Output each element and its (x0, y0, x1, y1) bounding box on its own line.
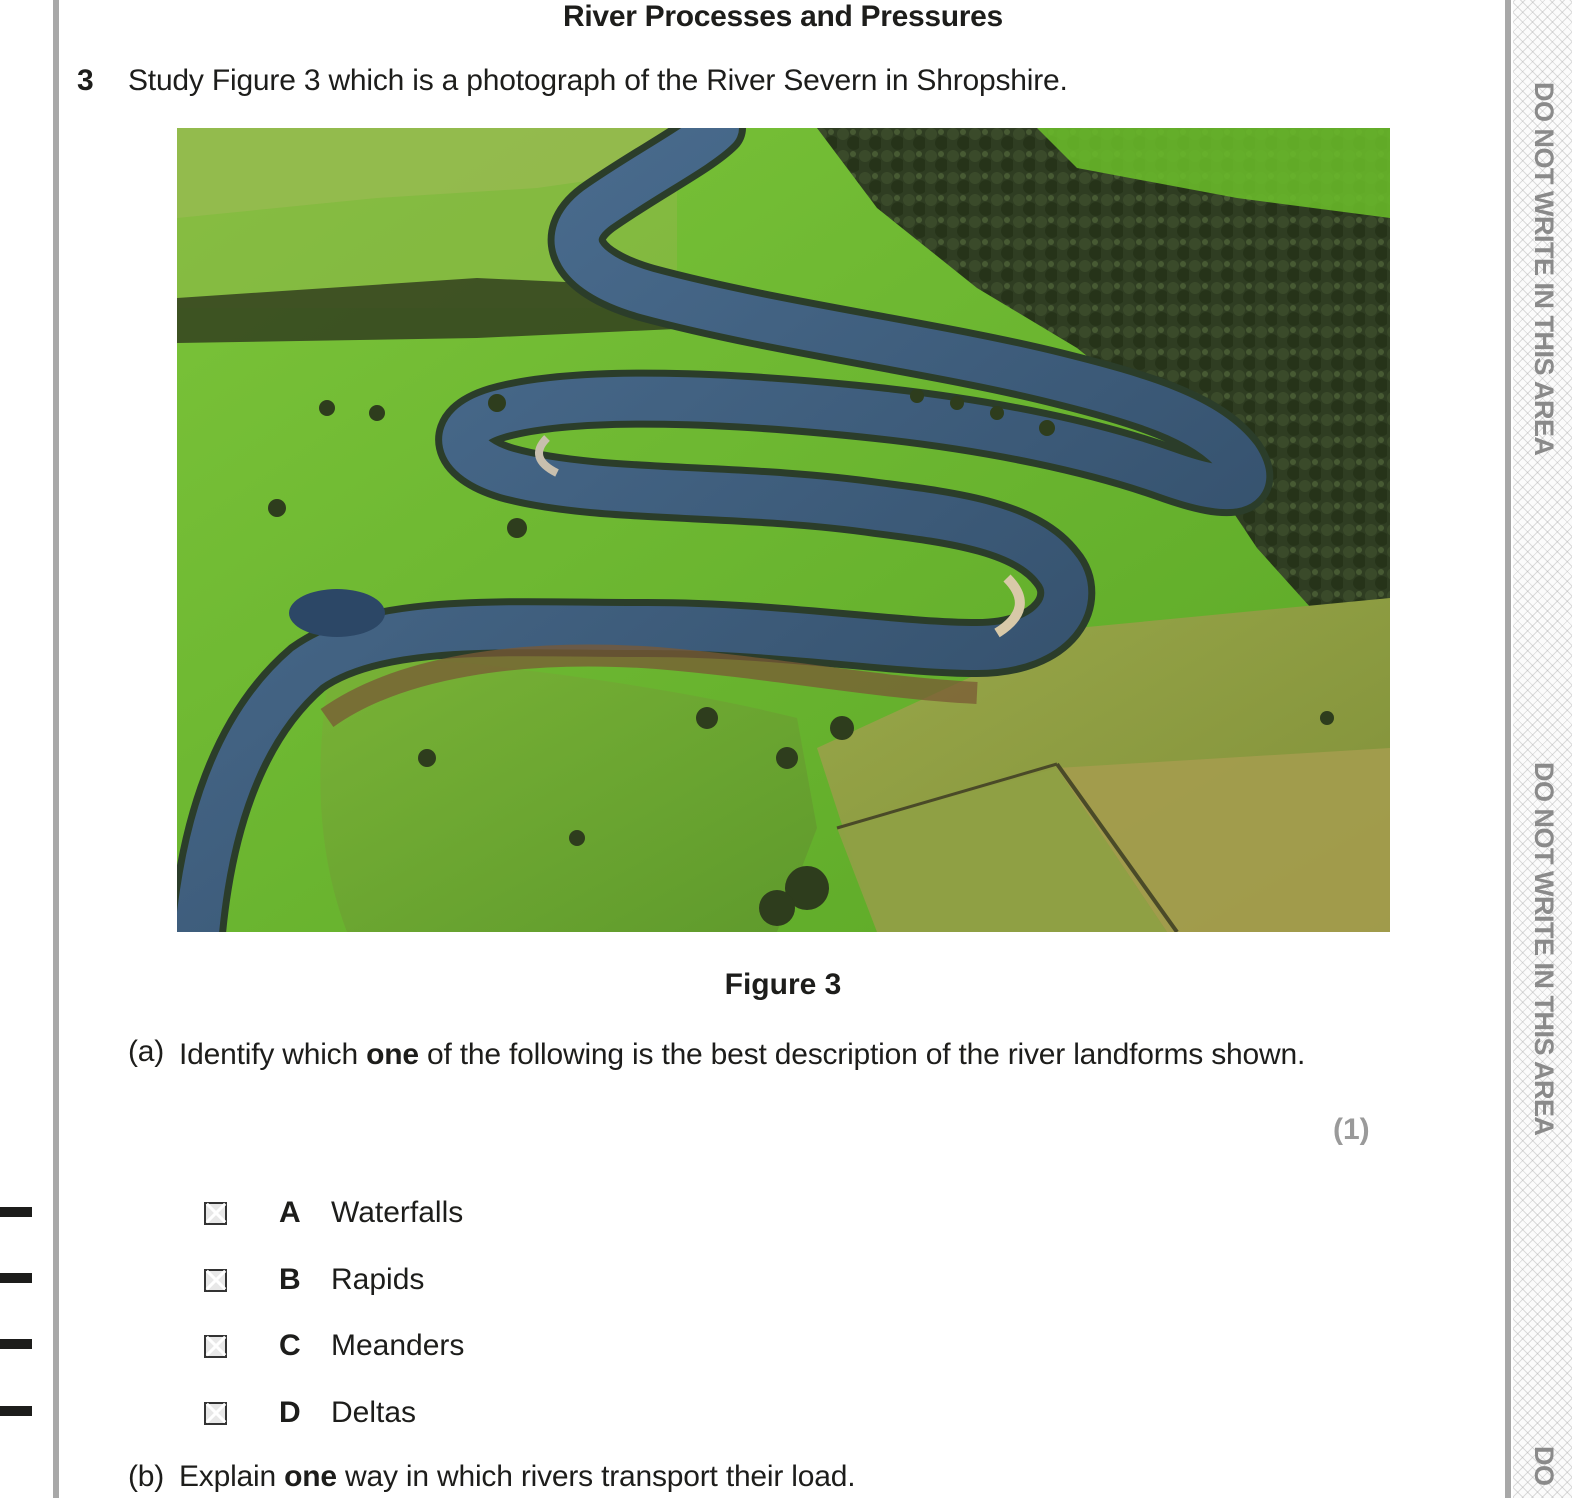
option-letter: D (279, 1396, 301, 1429)
question-number: 3 (77, 64, 94, 97)
right-margin-rule (1505, 0, 1511, 1498)
option-letter: C (279, 1329, 301, 1362)
option-b[interactable] (204, 1260, 425, 1300)
figure-caption: Figure 3 (724, 968, 842, 1001)
margin-notice-partial: DO (1529, 1446, 1559, 1486)
margin-tick-mark (0, 1339, 32, 1349)
answer-checkbox[interactable] (204, 1269, 227, 1292)
option-letter: A (279, 1196, 301, 1229)
option-text: Deltas (331, 1396, 417, 1429)
marks-indicator: (1) (1333, 1113, 1370, 1146)
question-stem: Study Figure 3 which is a photograph of the River Severn in Shropshire. (128, 64, 1068, 97)
section-title: River Processes and Pressures (563, 0, 1003, 33)
option-text: Rapids (331, 1263, 425, 1296)
option-text: Waterfalls (331, 1196, 464, 1229)
margin-notice: DO NOT WRITE IN THIS AREA (1529, 82, 1559, 456)
option-a[interactable] (204, 1193, 464, 1233)
option-d[interactable] (204, 1393, 417, 1433)
prompt-emphasis: one (284, 1460, 337, 1493)
answer-checkbox[interactable] (204, 1202, 227, 1225)
figure-3-photograph (177, 128, 1390, 932)
margin-notice: DO NOT WRITE IN THIS AREA (1529, 762, 1559, 1136)
margin-tick-mark (0, 1273, 32, 1283)
option-letter: B (279, 1263, 301, 1296)
prompt-text: Identify which (179, 1038, 367, 1071)
part-b-prompt (179, 1460, 855, 1494)
answer-checkbox[interactable] (204, 1402, 227, 1425)
option-text: Meanders (331, 1329, 465, 1362)
answer-checkbox[interactable] (204, 1335, 227, 1358)
prompt-text: Explain (179, 1460, 285, 1493)
margin-tick-mark (0, 1207, 32, 1217)
part-a-label: (a) (128, 1035, 165, 1068)
prompt-text: of the following is the best description of the river landforms shown. (418, 1038, 1306, 1071)
left-margin-rule (53, 0, 59, 1498)
prompt-emphasis: one (366, 1038, 419, 1071)
part-b-label: (b) (128, 1460, 165, 1493)
margin-tick-mark (0, 1406, 32, 1416)
river-meander-illustration (177, 128, 1390, 932)
part-a-prompt (179, 1035, 1369, 1074)
option-c[interactable] (204, 1326, 465, 1366)
prompt-text: way in which rivers transport their load. (336, 1460, 856, 1493)
